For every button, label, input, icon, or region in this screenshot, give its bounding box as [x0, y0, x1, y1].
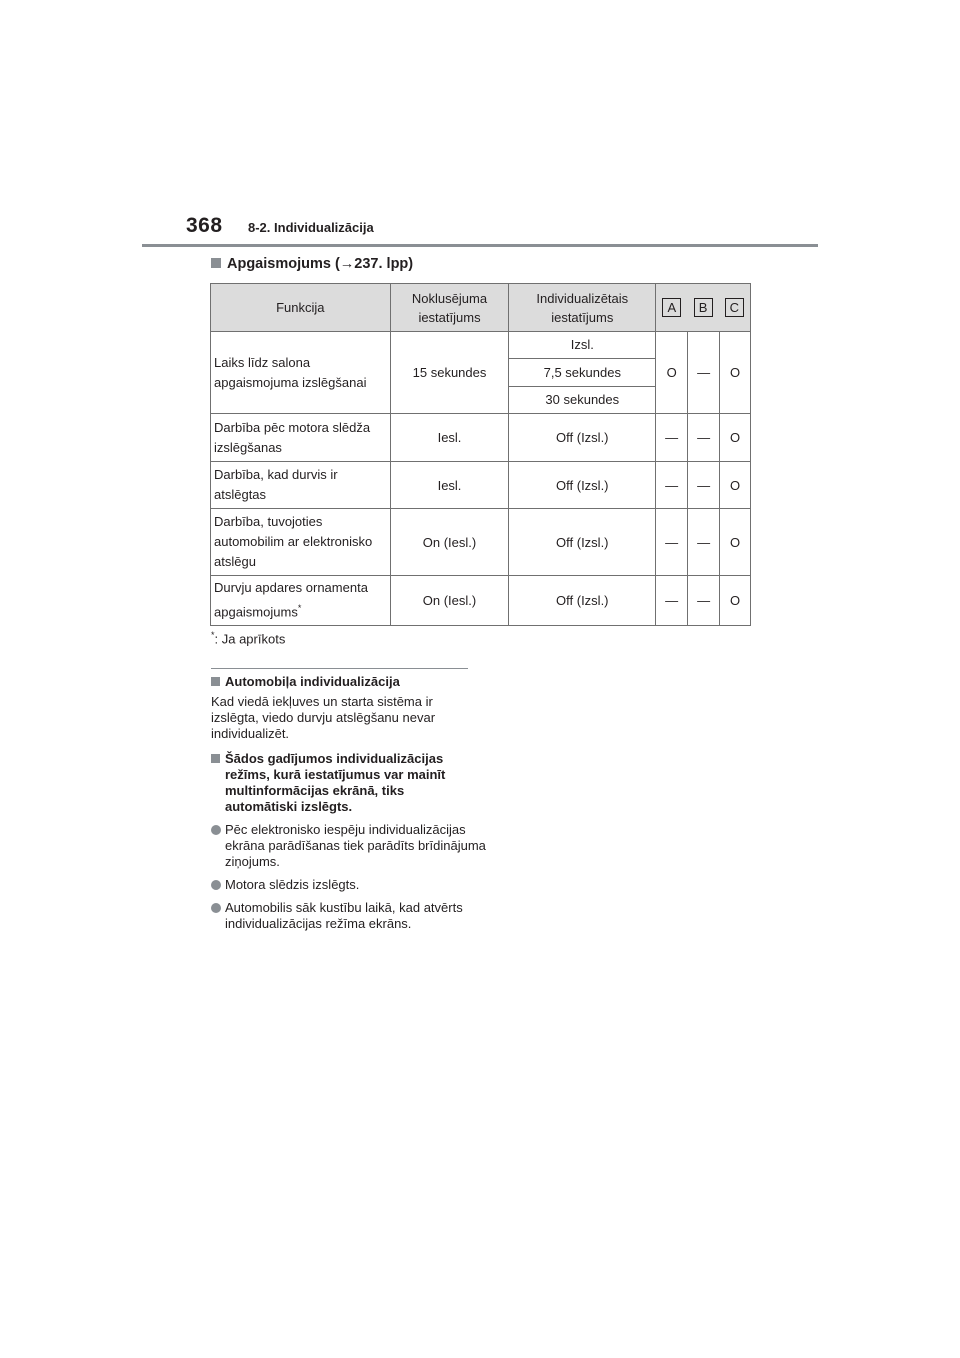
row-function-text: Durvju apdares ornamenta apgaismojums	[214, 580, 368, 620]
row-custom-option: 30 sekundes	[509, 387, 656, 414]
row-function	[211, 576, 391, 626]
row-default: On (Iesl.)	[390, 509, 509, 576]
row-c: O	[720, 462, 751, 509]
row-default: Iesl.	[390, 462, 509, 509]
row-a: —	[656, 414, 688, 462]
table-header-row	[211, 284, 751, 332]
row-custom-option: 7,5 sekundes	[509, 359, 656, 387]
divider	[211, 668, 468, 669]
bullet-text: Pēc elektronisko iespēju individualizācijas ekrāna parādīšanas tiek parādīts brīdinājuma ziņojums.	[225, 822, 486, 869]
table-row	[211, 332, 751, 359]
bullet-dot-icon	[211, 880, 221, 890]
row-b: —	[688, 414, 720, 462]
footnote-mark: *	[211, 630, 215, 640]
row-a: O	[656, 332, 688, 414]
heading-suffix: 237. lpp)	[354, 256, 414, 272]
bullet-item	[211, 900, 487, 932]
row-a: —	[656, 462, 688, 509]
row-a: —	[656, 509, 688, 576]
row-c: O	[720, 576, 751, 626]
bullet-text: Automobilis sāk kustību laikā, kad atvērts individualizācijas režīma ekrāns.	[225, 900, 463, 931]
table-row	[211, 462, 751, 509]
row-default: 15 sekundes	[390, 332, 509, 414]
table-row	[211, 576, 751, 626]
row-custom: Off (Izsl.)	[509, 509, 656, 576]
footnote-mark: *	[297, 603, 302, 614]
header-abc	[656, 284, 751, 332]
header-custom: Individualizētais iestatījums	[509, 284, 656, 332]
heading-prefix: Apgaismojums (	[227, 256, 340, 272]
row-b: —	[688, 462, 720, 509]
bullet-text: Motora slēdzis izslēgts.	[225, 877, 360, 892]
row-custom: Off (Izsl.)	[509, 414, 656, 462]
arrow-icon: →	[339, 256, 355, 272]
header-function: Funkcija	[211, 284, 391, 332]
letter-c-box: C	[725, 298, 744, 317]
note-vehicle	[211, 674, 473, 742]
row-function: Darbība, tuvojoties automobilim ar elektronisko atslēgu	[211, 509, 391, 576]
row-b: —	[688, 332, 720, 414]
row-c: O	[720, 332, 751, 414]
section-title: 8-2. Individualizācija	[248, 220, 374, 235]
row-c: O	[720, 414, 751, 462]
row-b: —	[688, 509, 720, 576]
row-custom: Off (Izsl.)	[509, 462, 656, 509]
footnote-text: : Ja aprīkots	[214, 631, 286, 647]
page-number: 368	[186, 214, 223, 237]
table-row	[211, 509, 751, 576]
square-bullet-icon	[211, 258, 221, 268]
bullet-item	[211, 822, 487, 870]
row-c: O	[720, 509, 751, 576]
table-row	[211, 414, 751, 462]
header-rule	[142, 244, 818, 247]
note-cases-title	[211, 751, 473, 815]
row-default: Iesl.	[390, 414, 509, 462]
square-bullet-icon	[211, 677, 220, 686]
row-function: Darbība pēc motora slēdža izslēgšanas	[211, 414, 391, 462]
note-cases-title-text: Šādos gadījumos individualizācijas režīms, kurā iestatījumus var mainīt multinformācijas ekrānā, tiks automātiski izslēgts.	[225, 751, 446, 814]
note-cases	[211, 751, 473, 815]
section-heading	[211, 256, 413, 272]
row-custom: Off (Izsl.)	[509, 576, 656, 626]
row-default: On (Iesl.)	[390, 576, 509, 626]
row-a: —	[656, 576, 688, 626]
footnote	[211, 630, 285, 646]
bullet-dot-icon	[211, 825, 221, 835]
row-b: —	[688, 576, 720, 626]
note-vehicle-title	[211, 674, 473, 690]
note-vehicle-text: Kad viedā iekļuves un starta sistēma ir izslēgta, viedo durvju atslēgšanu nevar individualizēt.	[211, 694, 436, 741]
row-function: Laiks līdz salona apgaismojuma izslēgšanai	[211, 332, 391, 414]
square-bullet-icon	[211, 754, 220, 763]
row-function: Darbība, kad durvis ir atslēgtas	[211, 462, 391, 509]
settings-table	[210, 283, 751, 626]
bullet-dot-icon	[211, 903, 221, 913]
row-custom-option: Izsl.	[509, 332, 656, 359]
bullet-item	[211, 877, 487, 893]
letter-b-box: B	[694, 298, 713, 317]
header-default: Noklusējuma iestatījums	[390, 284, 509, 332]
note-vehicle-title-text: Automobiļa individualizācija	[225, 674, 400, 689]
letter-a-box: A	[662, 298, 681, 317]
